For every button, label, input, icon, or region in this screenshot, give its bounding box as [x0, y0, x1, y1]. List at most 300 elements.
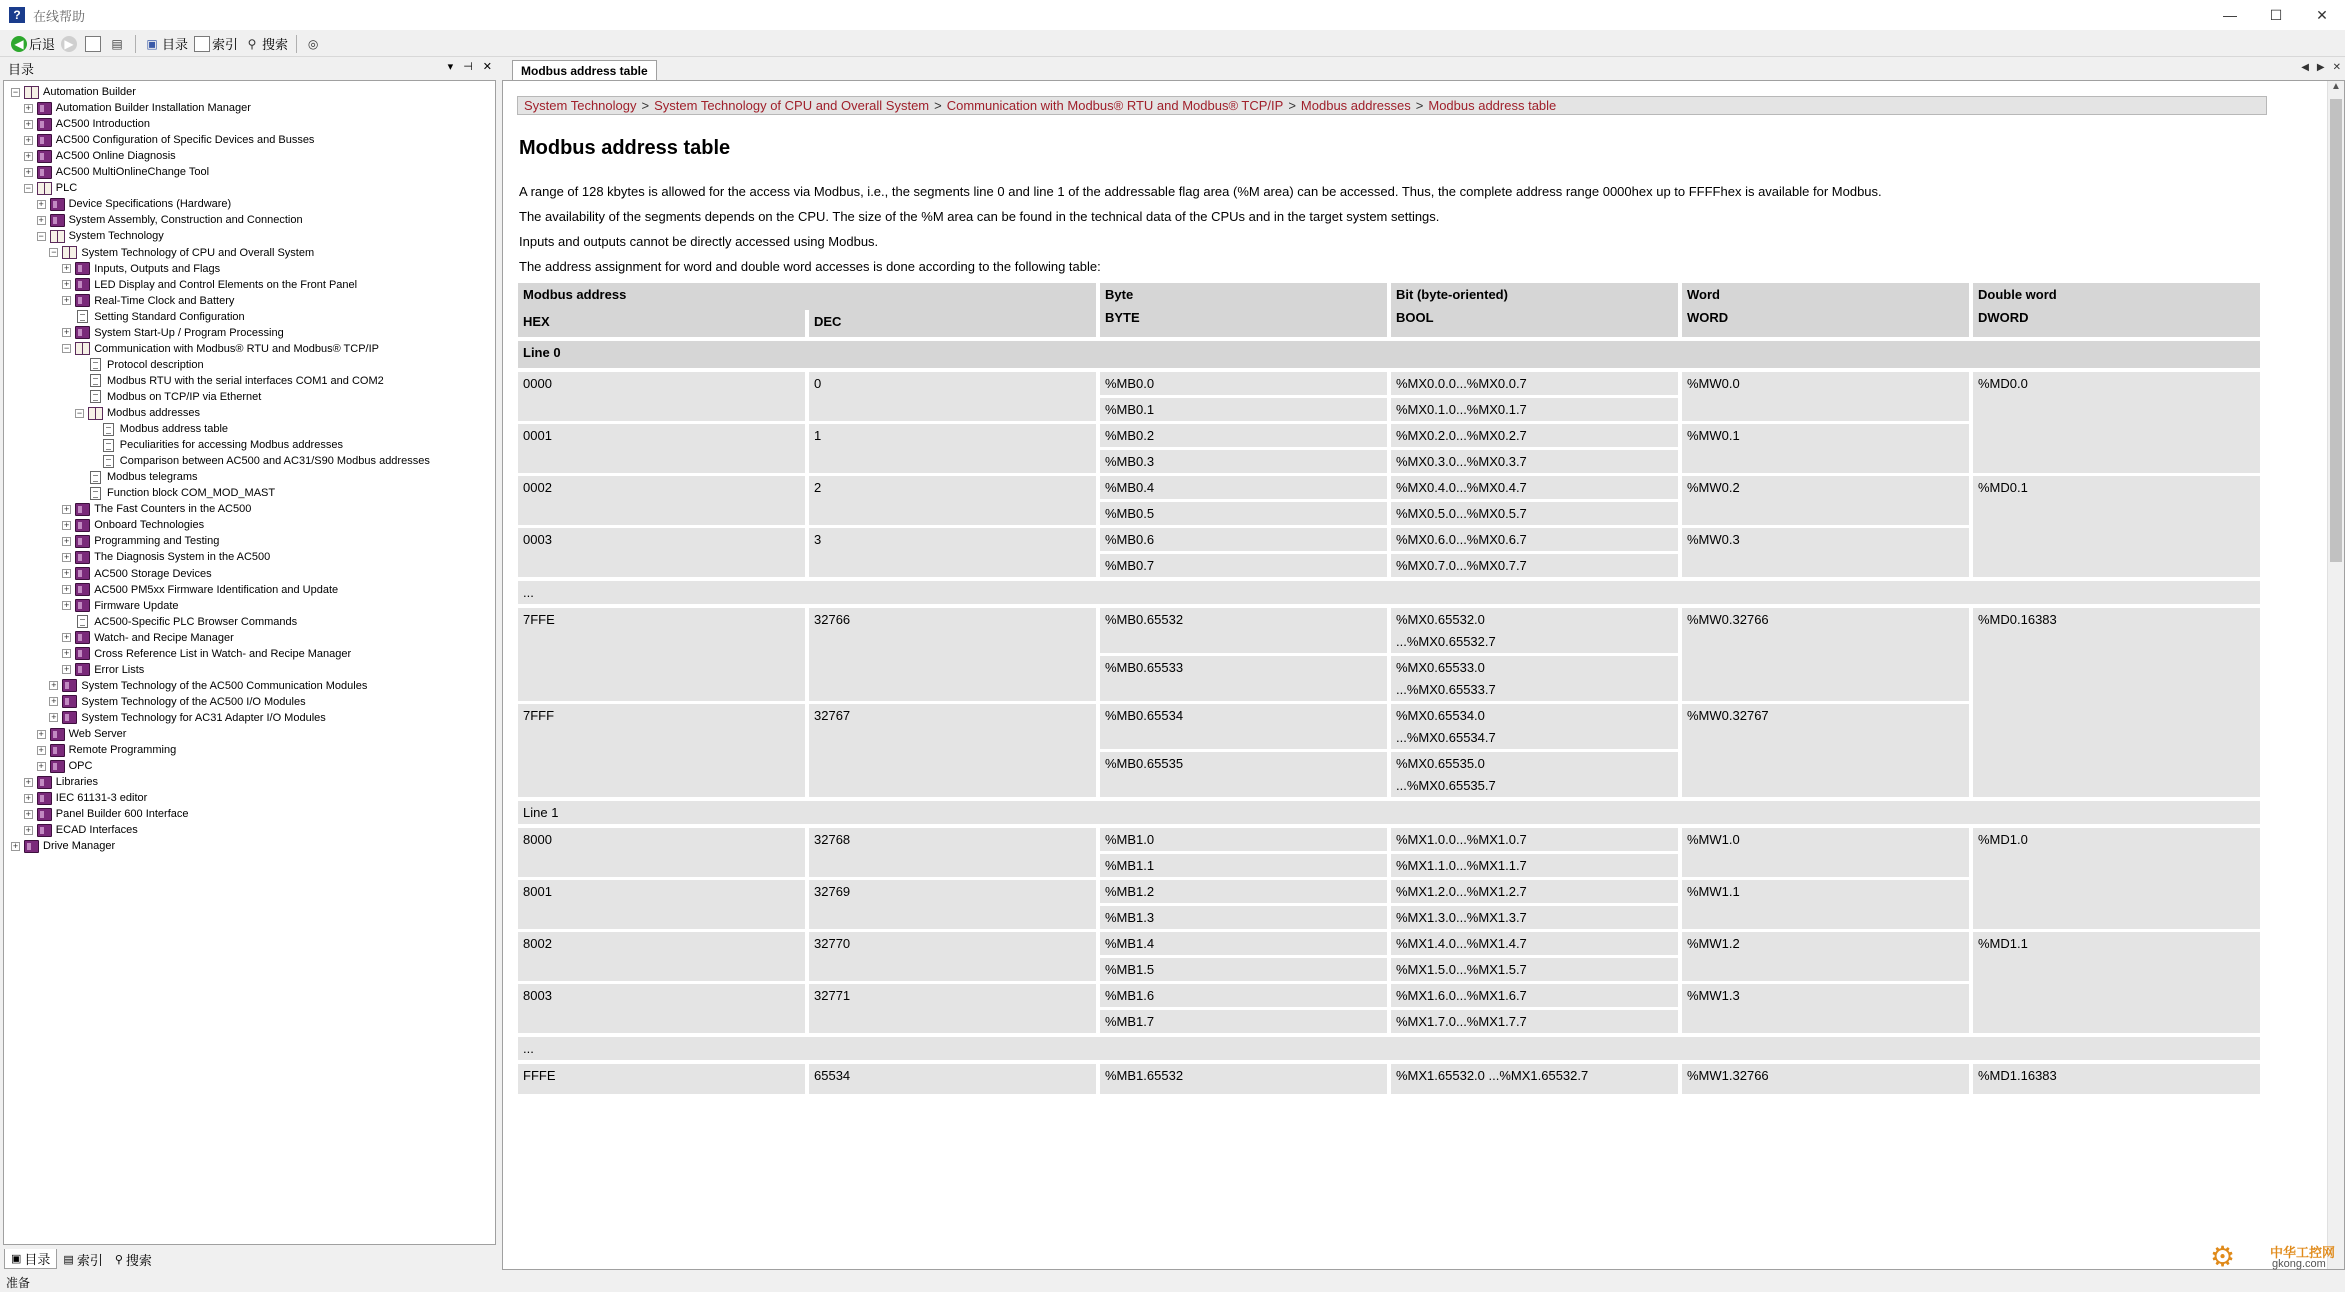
tree-item-label: Setting Standard Configuration — [94, 310, 245, 323]
tree-item-label: Panel Builder 600 Interface — [55, 808, 189, 821]
cell-bit: %MX1.4.0...%MX1.4.7 — [1391, 932, 1678, 955]
book-icon — [62, 711, 77, 724]
page-icon — [90, 358, 101, 371]
cell-bit: %MX1.6.0...%MX1.6.7 — [1391, 984, 1678, 1007]
table-header-row — [518, 283, 2260, 310]
header-dec: DEC — [809, 310, 1096, 337]
contents-button[interactable] — [141, 33, 191, 55]
help-options-button[interactable] — [302, 33, 326, 55]
expand-icon[interactable]: + — [12, 840, 19, 851]
status-text: 准备 — [6, 1275, 31, 1290]
book-icon — [24, 840, 39, 853]
print-icon: ▤ — [111, 36, 123, 51]
expand-icon[interactable]: + — [38, 744, 44, 755]
tree-item[interactable] — [75, 389, 262, 405]
pane-dropdown-icon[interactable]: ▾ — [447, 61, 454, 73]
tree-item[interactable] — [37, 742, 178, 758]
title-bar — [0, 0, 2345, 30]
expand-icon[interactable]: + — [38, 728, 44, 739]
breadcrumb-link[interactable]: System Technology — [524, 98, 637, 113]
tree-item[interactable] — [37, 726, 128, 742]
cell-hex: 8000 — [518, 828, 805, 877]
tree-item[interactable] — [24, 100, 252, 116]
tree-item-label: The Diagnosis System in the AC500 — [94, 551, 271, 564]
page-icon — [77, 310, 88, 323]
cell-dword: %MD1.16383 — [1973, 1064, 2260, 1094]
tree-item[interactable] — [24, 806, 190, 822]
book-icon — [75, 631, 90, 644]
tree-item[interactable] — [75, 357, 205, 373]
table-row — [518, 476, 2260, 499]
tab-close-icon[interactable]: ✕ — [2332, 62, 2341, 73]
expand-icon[interactable]: + — [25, 134, 31, 145]
tab-index-label: 索引 — [76, 1252, 103, 1268]
cell-dec: 2 — [809, 476, 1096, 525]
tree-item-label: System Technology of the AC500 Communication Modules — [81, 679, 368, 692]
search-button[interactable] — [241, 33, 291, 55]
tree-spacer — [88, 425, 97, 434]
tree-item[interactable] — [88, 437, 344, 453]
breadcrumb-link[interactable]: Modbus address table — [1428, 98, 1557, 113]
cell-hex: 8001 — [518, 880, 805, 929]
book-icon — [75, 503, 90, 516]
cell-bit: %MX0.5.0...%MX0.5.7 — [1391, 502, 1678, 525]
tree-item[interactable] — [62, 598, 179, 614]
contents-tab-icon: ▣ — [11, 1253, 22, 1265]
page-icon — [90, 390, 101, 403]
open-book-icon — [24, 86, 39, 99]
cell-word: %MW0.0 — [1682, 372, 1969, 421]
tree-item[interactable] — [24, 116, 151, 132]
forward-arrow-icon: ▶ — [61, 36, 77, 52]
back-button[interactable] — [8, 33, 58, 55]
tree-item-label: Modbus on TCP/IP via Ethernet — [107, 390, 262, 403]
contents-pane-header — [0, 58, 498, 78]
cell-byte: %MB0.1 — [1100, 398, 1387, 421]
tree-item-label: Drive Manager — [43, 840, 116, 853]
collapse-icon[interactable]: − — [64, 343, 70, 354]
cell-byte: %MB0.7 — [1100, 554, 1387, 577]
tree-item-label: AC500 PM5xx Firmware Identification and Update — [94, 583, 339, 596]
tree-item-label: System Technology of CPU and Overall System — [81, 246, 315, 259]
pane-close-icon[interactable]: ✕ — [482, 61, 492, 73]
back-label: 后退 — [29, 37, 56, 52]
page-icon — [103, 455, 114, 468]
cell-dec: 0 — [809, 372, 1096, 421]
breadcrumb-link[interactable]: System Technology of CPU and Overall System — [654, 98, 930, 113]
book-icon — [37, 792, 52, 805]
document-icon — [85, 36, 101, 52]
book-icon — [37, 776, 52, 789]
print-button[interactable] — [106, 33, 130, 55]
expand-icon[interactable]: + — [64, 568, 70, 578]
search-label: 搜索 — [262, 37, 289, 52]
tree-item-label: Device Specifications (Hardware) — [68, 198, 232, 211]
expand-icon[interactable]: + — [64, 295, 70, 306]
expand-icon[interactable]: + — [25, 808, 31, 819]
book-icon — [75, 326, 90, 339]
cell-dword: %MD1.1 — [1973, 932, 2260, 1033]
section-line-1: Line 1 — [518, 801, 2260, 824]
options-icon: ◎ — [307, 36, 319, 51]
header-bit — [1391, 283, 1678, 337]
collapse-icon[interactable]: − — [25, 182, 31, 193]
breadcrumb-separator: > — [641, 98, 650, 113]
tree-item[interactable] — [62, 517, 205, 533]
tab-search-label: 搜索 — [125, 1252, 152, 1268]
tree-item[interactable] — [62, 582, 339, 598]
tree-item[interactable] — [75, 485, 276, 501]
expand-icon[interactable]: + — [38, 214, 44, 225]
paragraph: The address assignment for word and double word accesses is done according to the following table: — [519, 259, 1101, 274]
cell-hex: 0001 — [518, 424, 805, 473]
cell-bit — [1391, 656, 1678, 701]
cell-hex: 0003 — [518, 528, 805, 577]
status-bar — [0, 1272, 2345, 1292]
page-icon — [77, 615, 88, 628]
breadcrumb-link[interactable]: Communication with Modbus® RTU and Modbus® TCP/IP — [946, 98, 1284, 113]
book-icon — [37, 824, 52, 837]
cell-word: %MW0.3 — [1682, 528, 1969, 577]
cell-byte: %MB0.5 — [1100, 502, 1387, 525]
expand-icon[interactable]: + — [64, 664, 70, 675]
book-icon — [37, 102, 52, 115]
cell-dec: 32769 — [809, 880, 1096, 929]
maximize-button[interactable]: ☐ — [2269, 6, 2283, 23]
tree-spacer — [75, 376, 84, 385]
tree-item-label: Communication with Modbus® RTU and Modbus® TCP/IP — [94, 342, 379, 355]
ellipsis-row — [518, 581, 2260, 604]
expand-icon[interactable]: + — [51, 712, 57, 723]
paragraph: A range of 128 kbytes is allowed for the access via Modbus, i.e., the segments line 0 and line 1 of the addressable flag area (%M area) can be accessed. Thus, the complete address range 0000hex up to FFFFhex is available for Modbus. — [519, 184, 1882, 199]
expand-icon[interactable]: + — [64, 584, 70, 595]
cell-word: %MW1.3 — [1682, 984, 1969, 1033]
expand-icon[interactable]: + — [64, 551, 70, 562]
tree-item[interactable] — [62, 614, 298, 630]
header-bit-type: BOOL — [1396, 310, 1434, 325]
tree-item-label: Comparison between AC500 and AC31/S90 Modbus addresses — [119, 455, 430, 468]
tree-item-label: AC500-Specific PLC Browser Commands — [94, 615, 298, 628]
tree-item[interactable] — [24, 164, 210, 180]
cell-dec: 32767 — [809, 704, 1096, 797]
index-tab-icon: ▤ — [63, 1253, 74, 1266]
tree-spacer — [88, 441, 97, 450]
tab-contents-label: 目录 — [24, 1252, 51, 1267]
book-icon — [75, 278, 90, 291]
contents-pane-title: 目录 — [8, 61, 35, 77]
minimize-button[interactable]: — — [2223, 7, 2237, 23]
tree-item-label: Function block COM_MOD_MAST — [107, 487, 276, 500]
tree-item[interactable] — [24, 790, 149, 806]
gear-icon: ⚙ — [2210, 1241, 2236, 1272]
tab-contents[interactable] — [4, 1249, 57, 1269]
tree-item[interactable] — [62, 549, 271, 565]
tree-item[interactable] — [49, 678, 368, 694]
contents-pane — [0, 58, 498, 1270]
tree-item-label: Programming and Testing — [94, 535, 220, 548]
bit-end: ...%MX0.65535.7 — [1396, 778, 1496, 793]
tree-item[interactable] — [75, 405, 201, 421]
tree-item[interactable] — [37, 196, 233, 212]
contents-tree[interactable] — [3, 80, 496, 1245]
collapse-icon[interactable]: − — [51, 247, 57, 257]
cell-hex: FFFE — [518, 1064, 805, 1094]
expand-icon[interactable]: + — [25, 102, 31, 113]
tree-item[interactable] — [11, 838, 116, 854]
tree-item-label: Real-Time Clock and Battery — [94, 294, 235, 307]
page-icon — [90, 487, 101, 500]
bit-end: ...%MX0.65533.7 — [1396, 682, 1496, 697]
cell-dec: 32766 — [809, 608, 1096, 701]
expand-icon[interactable]: + — [64, 632, 70, 643]
tab-scroll-right-icon[interactable]: ▶ — [2316, 62, 2325, 73]
paragraph: Inputs and outputs cannot be directly accessed using Modbus. — [519, 234, 879, 249]
cell-byte: %MB1.1 — [1100, 854, 1387, 877]
tree-item-label: Modbus addresses — [107, 407, 200, 419]
tree-item-label: ECAD Interfaces — [55, 824, 138, 837]
cell-bit: %MX1.3.0...%MX1.3.7 — [1391, 906, 1678, 929]
expand-icon[interactable]: + — [25, 824, 31, 835]
book-icon — [75, 647, 90, 660]
tab-index[interactable] — [57, 1249, 108, 1269]
tree-item[interactable] — [49, 710, 326, 726]
tree-item-label: Web Server — [68, 728, 127, 740]
contents-book-icon: ▣ — [146, 36, 158, 51]
tree-item-label: PLC — [55, 182, 78, 195]
cell-bit: %MX0.6.0...%MX0.6.7 — [1391, 528, 1678, 551]
tree-item-label: AC500 Introduction — [55, 118, 150, 131]
cell-bit: %MX1.65532.0 ...%MX1.65532.7 — [1391, 1064, 1678, 1094]
tree-item[interactable] — [62, 501, 252, 517]
help-app-icon: ? — [9, 7, 25, 23]
bit-start: %MX0.65532.0 — [1396, 612, 1485, 627]
tree-item-label: Error Lists — [94, 663, 145, 676]
expand-icon[interactable]: + — [38, 198, 44, 209]
tree-item-label: Protocol description — [107, 358, 204, 371]
tree-item[interactable] — [88, 453, 431, 469]
tree-item-label: Automation Builder Installation Manager — [55, 102, 251, 115]
tree-item[interactable] — [62, 533, 220, 549]
expand-icon[interactable]: + — [25, 166, 31, 177]
cell-hex: 7FFE — [518, 608, 805, 701]
tree-item[interactable] — [37, 228, 165, 244]
cell-dword: %MD0.0 — [1973, 372, 2260, 473]
tree-item-label: The Fast Counters in the AC500 — [94, 503, 252, 516]
tree-item[interactable] — [75, 373, 385, 389]
open-book-icon — [50, 230, 65, 243]
tab-modbus-address-table[interactable]: Modbus address table — [512, 60, 657, 80]
cell-byte: %MB1.2 — [1100, 880, 1387, 903]
tree-item[interactable] — [37, 758, 94, 774]
cell-bit: %MX1.0.0...%MX1.0.7 — [1391, 828, 1678, 851]
scroll-up-icon[interactable]: ▲ — [2331, 81, 2341, 92]
header-word-type: WORD — [1687, 310, 1729, 325]
tree-item[interactable] — [62, 662, 145, 678]
tree-item[interactable] — [62, 309, 245, 325]
tree-item[interactable] — [24, 774, 99, 790]
cell-byte: %MB0.65535 — [1100, 752, 1387, 797]
ellipsis-row — [518, 1037, 2260, 1060]
expand-icon[interactable]: + — [64, 648, 70, 659]
modbus-address-table — [514, 283, 2264, 1094]
tree-item-label: AC500 MultiOnlineChange Tool — [55, 166, 210, 179]
tree-spacer — [62, 312, 71, 321]
tab-search[interactable] — [109, 1249, 158, 1269]
tree-item[interactable] — [62, 293, 235, 309]
book-icon — [75, 535, 90, 548]
header-byte-label: Byte — [1105, 287, 1134, 302]
ellipsis-cell: ... — [518, 581, 2260, 604]
tree-item-label: Libraries — [55, 776, 98, 789]
cell-hex: 8002 — [518, 932, 805, 981]
forward-button[interactable] — [58, 33, 82, 55]
breadcrumb-link[interactable]: Modbus addresses — [1300, 98, 1411, 113]
section-row — [518, 341, 2260, 368]
toolbar-separator — [135, 35, 136, 53]
expand-icon[interactable]: + — [25, 792, 31, 803]
cell-byte: %MB0.6 — [1100, 528, 1387, 551]
pane-tabs — [0, 1248, 498, 1270]
cell-byte: %MB1.3 — [1100, 906, 1387, 929]
tree-item-label: Modbus address table — [119, 423, 229, 436]
expand-icon[interactable]: + — [64, 327, 70, 338]
close-button[interactable]: ✕ — [2316, 6, 2328, 23]
search-icon: ⚲ — [247, 36, 257, 51]
expand-icon[interactable]: + — [64, 503, 70, 514]
book-icon — [75, 262, 90, 275]
cell-word: %MW1.32766 — [1682, 1064, 1969, 1094]
ellipsis-cell: ... — [518, 1037, 2260, 1060]
tree-item-label: Remote Programming — [68, 744, 177, 757]
expand-icon[interactable]: + — [64, 535, 70, 546]
tree-spacer — [88, 457, 97, 466]
expand-icon[interactable]: + — [64, 519, 70, 530]
tree-item-label: LED Display and Control Elements on the Front Panel — [94, 278, 358, 291]
expand-icon[interactable]: + — [51, 696, 57, 707]
cell-bit — [1391, 752, 1678, 797]
page-icon — [103, 439, 114, 452]
table-row — [518, 608, 2260, 653]
pane-pin-icon[interactable]: ⊣ — [463, 61, 473, 73]
table-row — [518, 932, 2260, 955]
tree-item[interactable] — [62, 261, 221, 277]
book-icon — [62, 679, 77, 692]
page-icon — [90, 374, 101, 387]
bit-start: %MX0.65535.0 — [1396, 756, 1485, 771]
sync-toc-button[interactable] — [82, 33, 106, 55]
cell-bit: %MX0.7.0...%MX0.7.7 — [1391, 554, 1678, 577]
tree-item[interactable] — [62, 630, 235, 646]
tree-item[interactable] — [62, 277, 358, 293]
tree-item[interactable] — [62, 646, 352, 662]
book-icon — [75, 294, 90, 307]
collapse-icon[interactable]: − — [12, 86, 19, 97]
open-book-icon — [88, 407, 103, 420]
tree-item[interactable] — [49, 245, 315, 261]
cell-bit — [1391, 608, 1678, 653]
index-button[interactable] — [191, 33, 241, 55]
cell-bit: %MX1.5.0...%MX1.5.7 — [1391, 958, 1678, 981]
cell-word: %MW1.2 — [1682, 932, 1969, 981]
book-icon — [75, 599, 90, 612]
tree-item-label: System Technology — [68, 230, 164, 243]
table-row — [518, 828, 2260, 851]
expand-icon[interactable]: + — [38, 760, 44, 771]
cell-dec: 1 — [809, 424, 1096, 473]
cell-byte: %MB0.2 — [1100, 424, 1387, 447]
scrollbar-thumb[interactable] — [2330, 99, 2342, 562]
book-icon — [50, 760, 65, 773]
tree-item[interactable] — [24, 148, 177, 164]
bit-start: %MX0.65534.0 — [1396, 708, 1485, 723]
bit-end: ...%MX0.65534.7 — [1396, 730, 1496, 745]
cell-byte: %MB1.0 — [1100, 828, 1387, 851]
book-icon — [37, 134, 52, 147]
tree-item[interactable] — [24, 822, 139, 838]
cell-byte: %MB0.65532 — [1100, 608, 1387, 653]
expand-icon[interactable]: + — [25, 776, 31, 787]
tree-spacer — [75, 360, 84, 369]
tree-spacer — [75, 392, 84, 401]
tree-item[interactable] — [75, 469, 199, 485]
book-icon — [37, 150, 52, 163]
cell-bit: %MX0.4.0...%MX0.4.7 — [1391, 476, 1678, 499]
cell-byte: %MB1.65532 — [1100, 1064, 1387, 1094]
cell-byte: %MB1.4 — [1100, 932, 1387, 955]
tab-scroll-left-icon[interactable]: ◀ — [2301, 62, 2309, 73]
tree-item[interactable] — [24, 132, 316, 148]
collapse-icon[interactable]: − — [76, 407, 83, 418]
expand-icon[interactable]: + — [51, 680, 57, 691]
cell-word: %MW0.32766 — [1682, 608, 1969, 701]
cell-byte: %MB0.3 — [1100, 450, 1387, 473]
header-dword-type: DWORD — [1978, 310, 2029, 325]
header-word — [1682, 283, 1969, 337]
tree-item[interactable] — [49, 694, 306, 710]
expand-icon[interactable]: + — [64, 600, 70, 611]
collapse-icon[interactable]: − — [38, 230, 44, 241]
paragraph: The availability of the segments depends on the CPU. The size of the %M area can be found in the technical data of the CPUs and in the target system settings. — [519, 209, 1440, 224]
expand-icon[interactable]: + — [64, 279, 70, 290]
tree-item[interactable] — [62, 325, 285, 341]
tree-item[interactable] — [62, 341, 380, 357]
tree-item[interactable] — [24, 180, 78, 196]
tree-item[interactable] — [11, 84, 137, 100]
book-icon — [50, 744, 65, 757]
expand-icon[interactable]: + — [25, 150, 31, 161]
watermark-url: gkong.com — [2272, 1258, 2326, 1270]
cell-dec: 32768 — [809, 828, 1096, 877]
open-book-icon — [37, 182, 52, 195]
cell-bit: %MX0.1.0...%MX0.1.7 — [1391, 398, 1678, 421]
toolbar-separator — [296, 35, 297, 53]
vertical-scrollbar[interactable] — [2327, 81, 2344, 1269]
tree-item[interactable] — [62, 566, 212, 582]
expand-icon[interactable]: + — [64, 263, 70, 274]
expand-icon[interactable]: + — [25, 118, 31, 129]
document-content — [502, 80, 2345, 1270]
table-row — [518, 372, 2260, 395]
cell-word: %MW1.1 — [1682, 880, 1969, 929]
cell-dec: 32771 — [809, 984, 1096, 1033]
tree-item[interactable] — [37, 212, 304, 228]
tree-item-label: OPC — [68, 760, 93, 773]
cell-dword: %MD0.1 — [1973, 476, 2260, 577]
tree-item-label: IEC 61131-3 editor — [55, 792, 148, 805]
header-hex: HEX — [518, 310, 805, 337]
tree-item[interactable] — [88, 421, 229, 437]
cell-bit: %MX0.2.0...%MX0.2.7 — [1391, 424, 1678, 447]
